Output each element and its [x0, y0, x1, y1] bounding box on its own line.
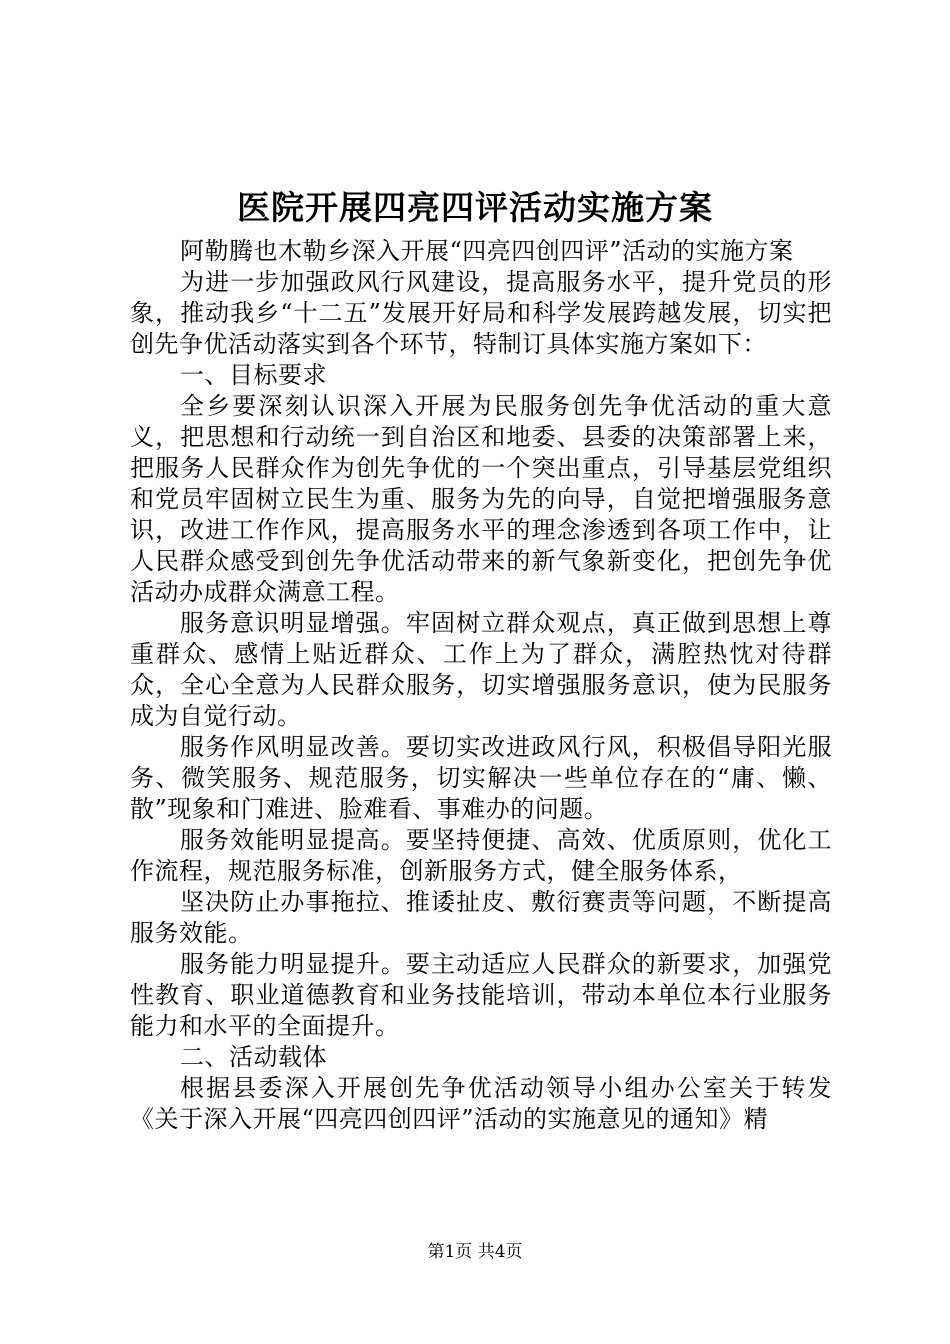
document-title: 医院开展四亮四评活动实施方案	[237, 188, 713, 227]
paragraph-subtitle: 阿勒腾也木勒乡深入开展“四亮四创四评”活动的实施方案	[180, 237, 794, 265]
paragraph-prevent-delays: 坚决防止办事拖拉、推诿扯皮、敷衍赛责等问题，不断提高服务效能。	[130, 888, 832, 947]
paragraph-service-capability: 服务能力明显提升。要主动适应人民群众的新要求，加强党性教育、职业道德教育和业务技能培训，带动本单位本行业服务能力和水平的全面提升。	[130, 950, 832, 1040]
section-heading-goals: 一、目标要求	[180, 361, 327, 389]
paragraph-carriers: 根据县委深入开展创先争优活动领导小组办公室关于转发《关于深入开展“四亮四创四评”活动的实施意见的通知》精	[130, 1074, 832, 1133]
page-number-footer: 第1页 共4页	[427, 1242, 523, 1262]
paragraph-service-awareness: 服务意识明显增强。牢固树立群众观点，真正做到思想上尊重群众、感情上贴近群众、工作上为了群众，满腔热忱对待群众，全心全意为人民群众服务，切实增强服务意识，使为民服务成为自觉行动。	[130, 609, 832, 730]
paragraph-intro: 为进一步加强政风行风建设，提高服务水平，提升党员的形象，推动我乡“十二五”发展开好局和科学发展跨越发展，切实把创先争优活动落实到各个环节，特制订具体实施方案如下：	[130, 268, 832, 358]
section-heading-carriers: 二、活动载体	[180, 1043, 327, 1071]
document-body	[130, 236, 832, 1135]
paragraph-service-style: 服务作风明显改善。要切实改进政风行风，积极倡导阳光服务、微笑服务、规范服务，切实解决一些单位存在的“庸、懒、散”现象和门难进、脸难看、事难办的问题。	[130, 733, 832, 823]
paragraph-goals: 全乡要深刻认识深入开展为民服务创先争优活动的重大意义，把思想和行动统一到自治区和地委、县委的决策部署上来，把服务人民群众作为创先争优的一个突出重点，引导基层党组织和党员牢固树立民生为重、服务为先的向导，自觉把增强服务意识，改进工作作风，提高服务水平的理念渗透到各项工作中，让人民群众感受到创先争优活动带来的新气象新变化，把创先争优活动办成群众满意工程。	[130, 392, 832, 606]
paragraph-service-efficiency: 服务效能明显提高。要坚持便捷、高效、优质原则，优化工作流程，规范服务标准，创新服务方式，健全服务体系，	[130, 826, 832, 885]
